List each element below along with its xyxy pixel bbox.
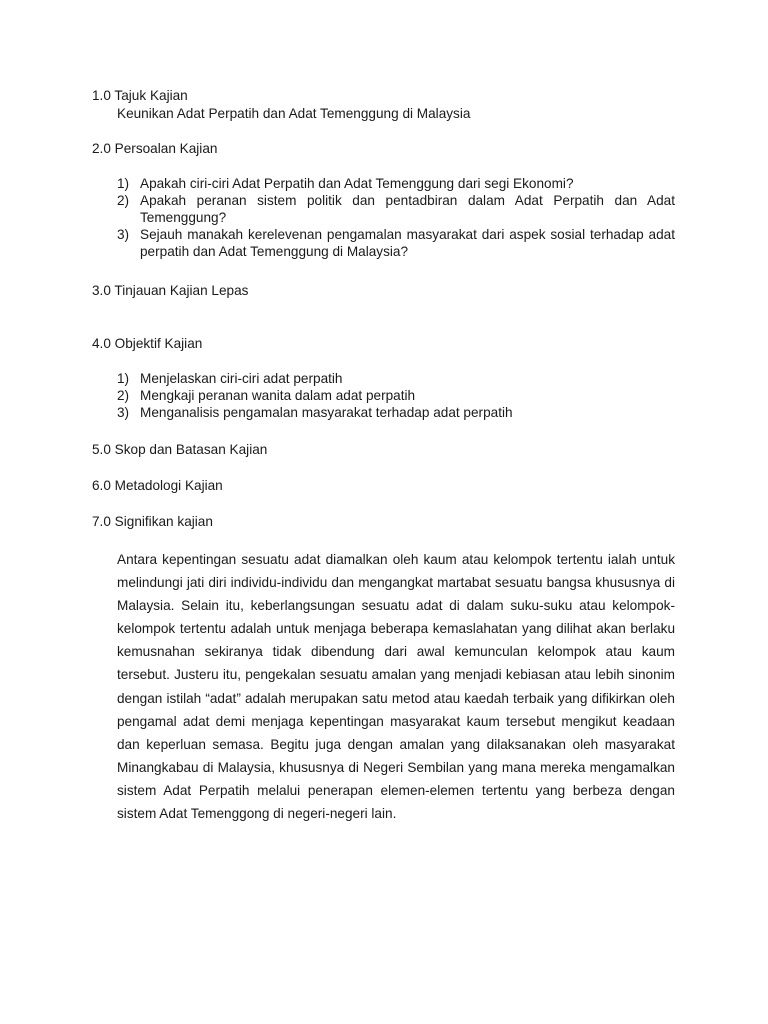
section-4-heading: 4.0 Objektif Kajian [92,336,203,351]
list-item [117,226,675,260]
section-5-heading: 5.0 Skop dan Batasan Kajian [92,442,268,457]
objective-text: Mengkaji peranan wanita dalam adat perpatih [140,388,416,403]
objective-text: Menganalisis pengamalan masyarakat terhadap adat perpatih [140,405,513,420]
section-3-heading: 3.0 Tinjauan Kajian Lepas [92,283,249,298]
significance-paragraph: Antara kepentingan sesuatu adat diamalkan oleh kaum atau kelompok tertentu ialah untuk melindungi jati diri individu-individu dan mengangkat martabat sesuatu bangsa khususnya di Malaysia. Selain itu, keberlangsungan sesuatu adat di dalam suku-suku atau kelompok-kelompok tertentu adalah untuk menjaga beberapa kemaslahatan yang dilihat akan berlaku kemusnahan sekiranya tidak dibendung dari awal kemunculan kelompok atau kaum tersebut. Justeru itu, pengekalan sesuatu amalan yang menjadi kebiasan atau lebih sinonim dengan istilah “adat” adalah merupakan satu metod atau kaedah terbaik yang difikirkan oleh pengamal adat demi menjaga kepentingan masyarakat kaum tersebut mengikut keadaan dan keperluan semasa. Begitu juga dengan amalan yang dilaksanakan oleh masyarakat Minangkabau di Malaysia, khususnya di Negeri Sembilan yang mana mereka mengamalkan sistem Adat Perpatih melalui penerapan elemen-elemen tertentu yang berbeza dengan sistem Adat Temenggong di negeri-negeri lain. [117,552,675,822]
question-text: Apakah ciri-ciri Adat Perpatih dan Adat Temenggung dari segi Ekonomi? [140,176,574,191]
question-text: Apakah peranan sistem politik dan pentadbiran dalam Adat Perpatih dan Adat Temenggung? [140,193,675,225]
section-2-heading: 2.0 Persoalan Kajian [92,141,218,156]
section-7-heading: 7.0 Signifikan kajian [92,514,213,529]
list-number: 2) [117,193,130,208]
list-number: 1) [117,371,130,386]
list-item [117,175,675,192]
list-item [117,192,675,226]
study-title: Keunikan Adat Perpatih dan Adat Temenggung di Malaysia [117,106,471,121]
objectives-list [117,370,675,421]
objective-text: Menjelaskan ciri-ciri adat perpatih [140,371,343,386]
list-number: 2) [117,388,130,403]
list-number: 3) [117,405,130,420]
list-item [117,370,675,387]
list-number: 1) [117,176,130,191]
list-number: 3) [117,227,130,242]
list-item [117,387,675,404]
list-item [117,404,675,421]
question-text: Sejauh manakah kerelevenan pengamalan masyarakat dari aspek sosial terhadap adat perpatih dan Adat Temenggung di Malaysia? [140,227,675,259]
research-questions-list [117,175,675,260]
section-6-heading: 6.0 Metadologi Kajian [92,478,223,493]
section-1-heading: 1.0 Tajuk Kajian [92,88,188,103]
